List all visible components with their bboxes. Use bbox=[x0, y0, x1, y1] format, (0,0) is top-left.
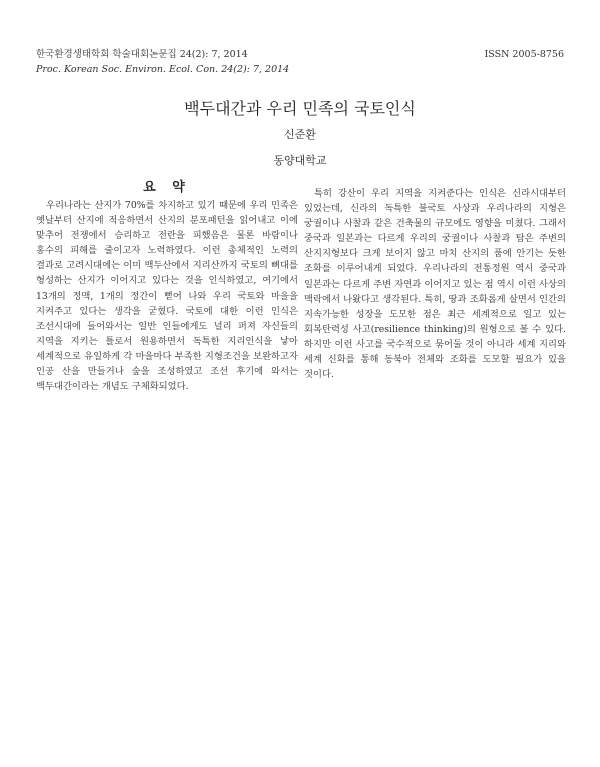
paper-title: 백두대간과 우리 민족의 국토인식 bbox=[184, 99, 416, 118]
header-row bbox=[36, 47, 564, 62]
abstract-paragraph: 우리나라는 산지가 70%를 차지하고 있기 때문에 우리 민족은 옛날부터 산지에 적응하면서 산지의 분포패턴을 읽어내고 이에 맞추어 전쟁에서 승리하고 전란을 피했음은 물론 바람이나 홍수의 피해를 줄이고자 노력하였다. 이런 총체적인 노력의 결과로 고려시대에는 이미 백두산에서 지리산까지 국토의 뼈대를 형성하는 산지가 이어지고 있다는 것을 인식하였고, 여기에서 13개의 정맥, 1개의 정간이 뻗어 나와 우리 국토와 마을을 지켜주고 있다는 생각을 굳혔다. 국토에 대한 이런 인식은 조선시대에 들어와서는 일반 인들에게도 널리 퍼져 자신들의 지역을 지키는 틀로서 원용하면서 독특한 지리인식을 낳아 세계적으로 유일하게 각 마을마다 부족한 지형조건을 보완하고자 인공 산을 만들거나 숲을 조성하였고 조선 후기에 와서는 백두대간이라는 개념도 구체화되었다. bbox=[36, 200, 298, 393]
abstract-left-column bbox=[36, 198, 298, 394]
abstract-heading: 요 약 bbox=[143, 180, 191, 195]
author-name: 신준환 bbox=[284, 128, 316, 141]
abstract-paragraph: 특히 강산이 우리 지역을 지켜준다는 인식은 신라시대부터 있었는데, 신라의 독특한 불국토 사상과 우리나라의 지형은 궁궐이나 사찰과 같은 건축물의 규모에도 영향을 미쳤다. 그래서 중국과 일본과는 다르게 우리의 궁궐이나 사찰과 탑은 주변의 산지지형보다 크게 보이지 않고 마치 산지의 품에 안기는 듯한 조화를 이루어내게 되었다. 우리나라의 전통정원 역시 중국과 일본과는 다르게 주변 자연과 이어지고 있는 점 역시 이런 사상의 맥락에서 나왔다고 생각된다. 특히, 땅과 조화롭게 살면서 인간의 지속가능한 성장을 도모한 점은 최근 세계적으로 일고 있는 회복탄력성 사고(resilience thinking)의 원형으로 볼 수 있다. 하지만 이런 사고를 국수적으로 묶어둘 것이 아니라 세계 지리와 세계 신화를 통해 동북아 전체와 조화를 도모할 필요가 있을 것이다. bbox=[304, 188, 566, 381]
issn: ISSN 2005-8756 bbox=[484, 49, 564, 60]
abstract-right-column bbox=[304, 186, 566, 382]
journal-citation-english: Proc. Korean Soc. Environ. Ecol. Con. 24(2): 7, 2014 bbox=[36, 64, 290, 75]
author-affiliation: 동양대학교 bbox=[273, 154, 327, 167]
journal-citation-korean: 한국환경생태학회 학술대회논문집 24(2): 7, 2014 bbox=[36, 49, 248, 60]
running-header bbox=[36, 47, 564, 77]
